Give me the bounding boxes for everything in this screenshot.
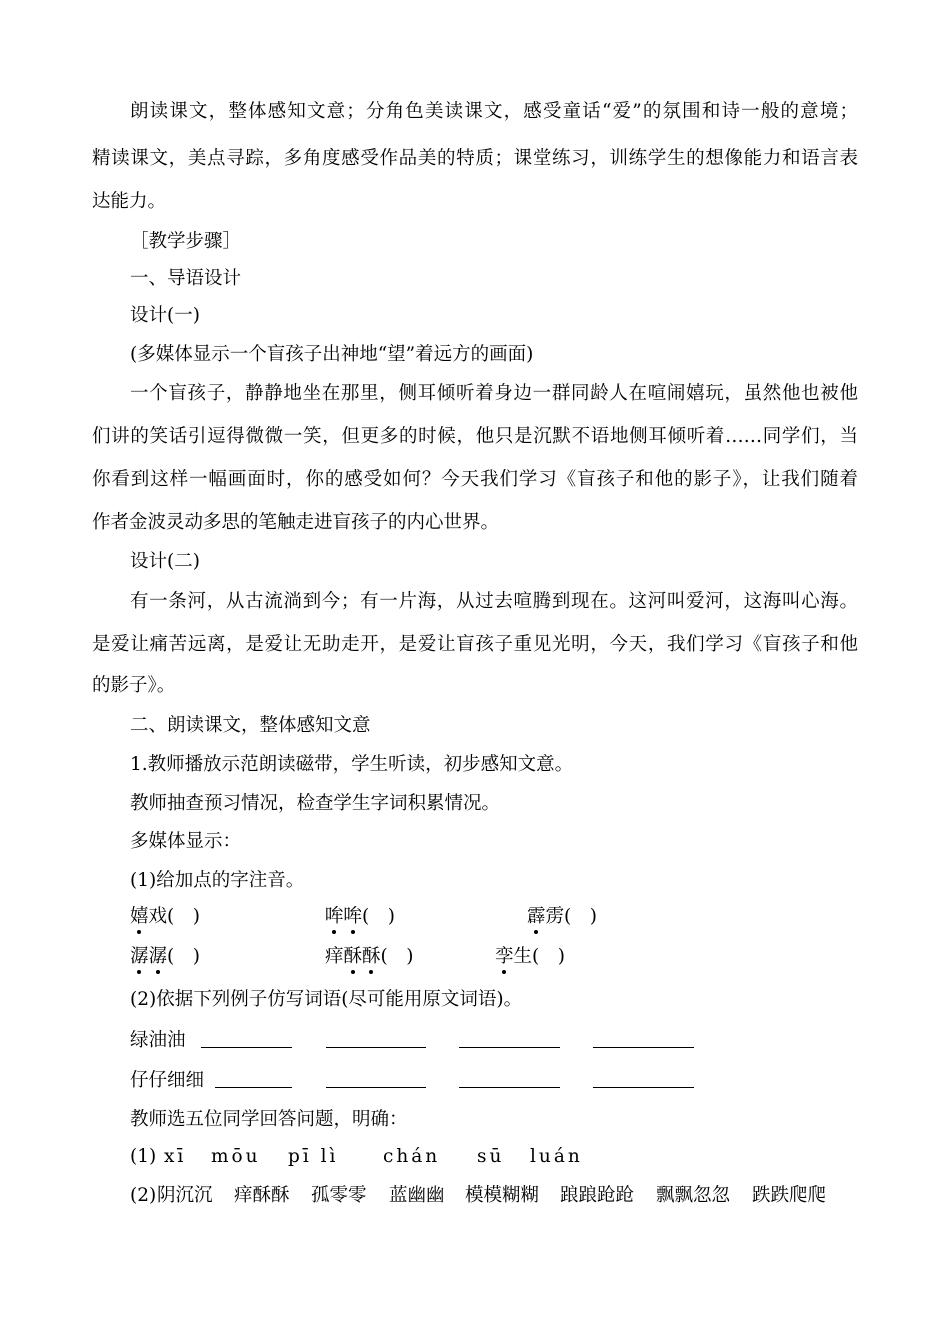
word-answers: (2) 阴沉沉 痒酥酥 孤零零 蓝幽幽 模模糊糊 踉踉跄跄 飘飘忽忽 跌跌爬爬 <box>130 1183 156 1209</box>
paragraph-line: 作者金波灵动多思的笔触走进盲孩子的内心世界。 <box>92 512 500 533</box>
answer-word: 蓝幽幽 <box>389 1185 445 1206</box>
word-item: 哞哞( ) <box>325 904 395 930</box>
answer-word: 跌跌爬爬 <box>752 1185 827 1206</box>
pinyin-item: xī <box>164 1146 187 1167</box>
paragraph-line: 达能力。 <box>92 191 167 212</box>
answer-word: 痒酥酥 <box>234 1185 290 1206</box>
question-label: (1)给加点的字注音。 <box>130 870 305 891</box>
word-item: 痒酥酥( ) <box>325 944 413 970</box>
section-title: 二、朗读课文，整体感知文意 <box>130 715 371 736</box>
dotted-char: 哞 <box>325 904 344 930</box>
word-item: 嬉戏( ) <box>130 904 200 930</box>
answer-word: 阴沉沉 <box>157 1185 213 1206</box>
dotted-char: 酥 <box>362 944 381 970</box>
answer-blank <box>326 1087 426 1088</box>
dotted-char: 潺 <box>149 944 168 970</box>
paragraph-line: 朗读课文，整体感知文意；分角色美读课文，感受童话“爱”的氛围和诗一般的意境； <box>130 101 858 122</box>
list-item: 1.教师播放示范朗读磁带，学生听读，初步感知文意。 <box>130 754 574 775</box>
answer-word: 飘飘忽忽 <box>656 1185 731 1206</box>
pinyin-answers: (1) xī mōu pī lì chán sū luán <box>130 1144 156 1170</box>
pinyin-item: mōu <box>211 1146 261 1167</box>
media-note: 多媒体显示： <box>130 831 242 852</box>
paragraph-line: 们讲的笑话引逗得微微一笑，但更多的时候，他只是沉默不语地侧耳倾听着……同学们，当 <box>92 426 858 447</box>
paragraph-line: 教师抽查预习情况，检查学生字词积累情况。 <box>130 793 501 814</box>
answer-word: 孤零零 <box>311 1185 367 1206</box>
steps-heading: ［教学步骤］ <box>130 231 242 252</box>
dotted-char: 哞 <box>344 904 363 930</box>
question-label: (2)依据下列例子仿写词语(尽可能用原文词语)。 <box>130 989 523 1010</box>
answer-blank <box>593 1087 694 1088</box>
paragraph-line: 一个盲孩子，静静地坐在那里，侧耳倾听着身边一群同龄人在喧闹嬉玩，虽然他也被他 <box>130 383 858 404</box>
answer-blank <box>459 1047 560 1048</box>
dotted-char: 孪 <box>495 944 514 970</box>
word-item: 潺潺( ) <box>130 944 200 970</box>
paragraph-line: 的影子》。 <box>92 675 176 696</box>
answer-blank <box>201 1047 292 1048</box>
answer-blank <box>215 1087 292 1088</box>
dotted-char: 霹 <box>527 904 546 930</box>
design-label: 设计(二) <box>130 551 200 572</box>
dotted-char: 嬉 <box>130 904 149 930</box>
paragraph-line: 是爱让痛苦远离，是爱让无助走开，是爱让盲孩子重见光明，今天，我们学习《盲孩子和他 <box>92 634 858 655</box>
pinyin-item: luán <box>530 1146 583 1167</box>
answer-blank <box>459 1087 560 1088</box>
paragraph-line: 有一条河，从古流淌到今；有一片海，从过去喧腾到现在。这河叫爱河，这海叫心海。 <box>130 591 858 612</box>
design-label: 设计(一) <box>130 305 200 326</box>
answer-blank <box>326 1047 426 1048</box>
word-item: 孪生( ) <box>495 944 565 970</box>
pinyin-item: sū <box>477 1146 505 1167</box>
word-item: 霹雳( ) <box>527 904 597 930</box>
paragraph-line: 精读课文，美点寻踪，多角度感受作品美的特质；课堂练习，训练学生的想像能力和语言表 <box>92 148 858 169</box>
pinyin-item: chán <box>383 1146 441 1167</box>
answer-blank <box>593 1047 694 1048</box>
example-word: 绿油油 <box>130 1030 186 1051</box>
pinyin-item: pī lì <box>288 1146 339 1167</box>
example-word: 仔仔细细 <box>130 1070 205 1091</box>
dotted-char: 潺 <box>130 944 149 970</box>
dotted-char: 酥 <box>344 944 363 970</box>
section-title: 一、导语设计 <box>130 268 242 289</box>
paragraph-line: 教师选五位同学回答问题，明确： <box>130 1109 408 1130</box>
answer-word: 模模糊糊 <box>465 1185 540 1206</box>
answer-word: 踉踉跄跄 <box>560 1185 635 1206</box>
paragraph-line: 你看到这样一幅画面时，你的感受如何？今天我们学习《盲孩子和他的影子》，让我们随着 <box>92 469 858 490</box>
media-note: (多媒体显示一个盲孩子出神地“望”着远方的画面) <box>130 344 534 365</box>
